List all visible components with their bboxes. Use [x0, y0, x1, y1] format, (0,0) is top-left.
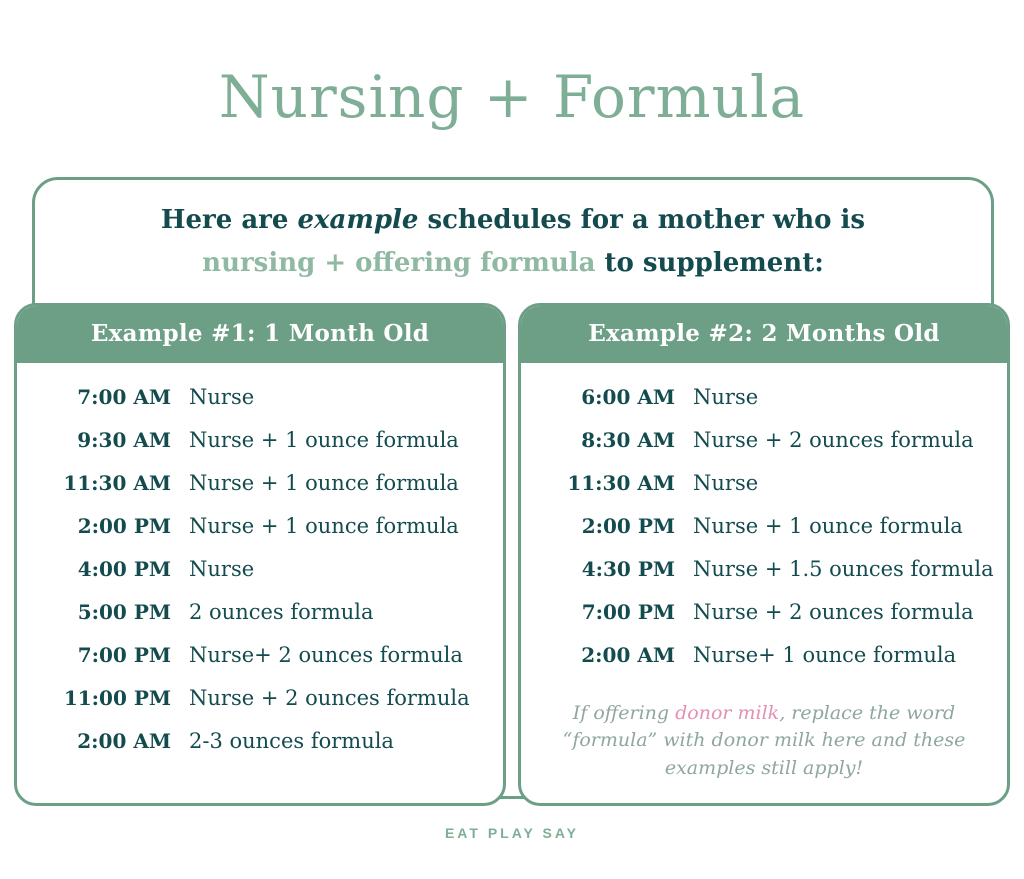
- schedule-time: 7:00 PM: [77, 642, 171, 667]
- schedule-time: 7:00 PM: [581, 599, 675, 624]
- schedule-desc: Nurse + 2 ounces formula: [693, 599, 974, 624]
- note-highlight: donor milk: [675, 701, 780, 724]
- schedule-desc: Nurse: [189, 384, 255, 409]
- schedule-desc: Nurse + 1 ounce formula: [189, 427, 459, 452]
- schedule-row: [521, 385, 1007, 409]
- intro-line2-green: nursing + offering formula: [202, 247, 596, 278]
- schedule-desc: Nurse: [693, 470, 759, 495]
- schedule-time: 7:00 AM: [77, 384, 171, 409]
- schedule-desc: Nurse + 1 ounce formula: [693, 513, 963, 538]
- schedule-desc: Nurse + 1 ounce formula: [189, 513, 459, 538]
- schedule-row: [17, 557, 503, 581]
- schedule-time: 4:00 PM: [77, 556, 171, 581]
- schedule-row: [521, 557, 1007, 581]
- note-pre: If offering: [572, 701, 676, 724]
- donor-milk-note: [521, 686, 1007, 789]
- schedule-desc: Nurse: [693, 384, 759, 409]
- intro-line1-post: schedules for a mother who is: [418, 204, 866, 235]
- schedule-row: [521, 428, 1007, 452]
- schedule-row: [17, 686, 503, 710]
- intro-line1-emphasis: example: [297, 204, 419, 235]
- schedule-time: 2:00 AM: [581, 642, 675, 667]
- example-card-1: [14, 303, 506, 806]
- schedule-desc: Nurse + 2 ounces formula: [189, 685, 470, 710]
- schedule-desc: 2-3 ounces formula: [189, 728, 394, 753]
- schedule-row: [521, 514, 1007, 538]
- examples-container: [14, 303, 1010, 806]
- note-post: , replace the word “formula” with donor milk here and these examples still apply!: [562, 701, 966, 779]
- example-1-schedule: [17, 363, 503, 786]
- schedule-desc: Nurse + 1 ounce formula: [189, 470, 459, 495]
- schedule-desc: Nurse+ 2 ounces formula: [189, 642, 463, 667]
- example-card-2: [518, 303, 1010, 806]
- infographic-page: [0, 39, 1024, 879]
- schedule-time: 5:00 PM: [77, 599, 171, 624]
- schedule-time: 11:00 PM: [63, 685, 171, 710]
- schedule-time: 2:00 AM: [77, 728, 171, 753]
- page-title: Nursing + Formula: [218, 62, 806, 131]
- schedule-row: [521, 600, 1007, 624]
- schedule-time: 2:00 PM: [77, 513, 171, 538]
- intro-line1-pre: Here are: [160, 204, 298, 235]
- brand-footer: EAT PLAY SAY: [444, 824, 580, 841]
- schedule-desc: Nurse+ 1 ounce formula: [693, 642, 957, 667]
- schedule-row: [17, 729, 503, 753]
- schedule-desc: 2 ounces formula: [189, 599, 374, 624]
- example-2-header: Example #2: 2 Months Old: [521, 306, 1007, 363]
- schedule-time: 8:30 AM: [581, 427, 675, 452]
- schedule-time: 6:00 AM: [581, 384, 675, 409]
- schedule-desc: Nurse + 1.5 ounces formula: [693, 556, 994, 581]
- schedule-time: 9:30 AM: [77, 427, 171, 452]
- schedule-row: [521, 643, 1007, 667]
- schedule-time: 2:00 PM: [581, 513, 675, 538]
- intro-line-1: [32, 199, 994, 242]
- example-2-schedule: [521, 363, 1007, 803]
- schedule-time: 4:30 PM: [581, 556, 675, 581]
- intro-line2-post: to supplement:: [595, 247, 824, 278]
- schedule-time: 11:30 AM: [567, 470, 675, 495]
- schedule-row: [17, 514, 503, 538]
- schedule-desc: Nurse + 2 ounces formula: [693, 427, 974, 452]
- schedule-row: [521, 471, 1007, 495]
- schedule-row: [17, 643, 503, 667]
- schedule-time: 11:30 AM: [63, 470, 171, 495]
- schedule-desc: Nurse: [189, 556, 255, 581]
- intro-text: [32, 199, 994, 285]
- schedule-row: [17, 471, 503, 495]
- schedule-row: [17, 428, 503, 452]
- schedule-row: [17, 385, 503, 409]
- schedule-row: [17, 600, 503, 624]
- example-1-header: Example #1: 1 Month Old: [17, 306, 503, 363]
- intro-line-2: [32, 242, 994, 285]
